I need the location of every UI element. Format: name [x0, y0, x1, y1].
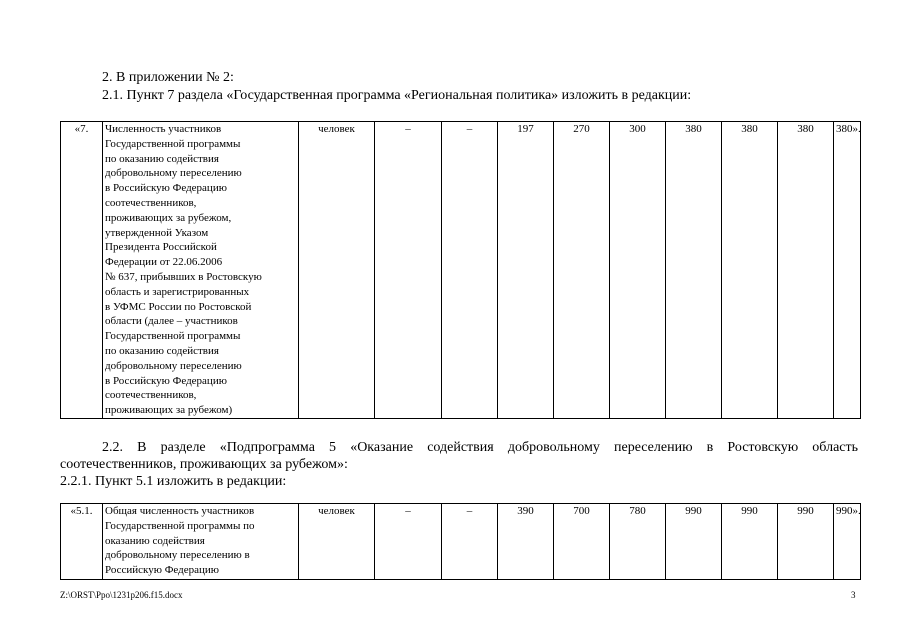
table-row [61, 504, 861, 580]
page-number: 3 [851, 590, 856, 600]
indicator-name: Общая численность участников Государственной программы по оказанию содействия добровольному переселению в Российскую Федерацию [103, 504, 299, 580]
indicator-name: Численность участников Государственной программы по оказанию содействия добровольному переселению в Российскую Федерацию соотечественников, проживающих за рубежом, утвержденной Указом Президента Российской Федерации от 22.06.2006 № 637, прибывших в Ростовскую область и зарегистрированных в УФМС России по Ростовской области (далее – участников Государственной программы по оказанию содействия добровольному переселению в Российскую Федерацию соотечественников, проживающих за рубежом) [103, 122, 299, 419]
paragraph-text: 2.2. В разделе «Подпрограмма 5 «Оказание содействия добровольному переселению в Ростовскую область соотечественников, проживающих за рубежом»: [60, 440, 858, 472]
table-item-7 [60, 121, 861, 419]
value-cell: 380». [834, 122, 861, 419]
section-heading: 2. В приложении № 2: [102, 70, 234, 85]
table-item-5-1 [60, 503, 861, 580]
value-cell: 270 [554, 122, 610, 419]
paragraph-2-2-1: 2.2.1. Пункт 5.1 изложить в редакции: [60, 474, 287, 489]
value-cell: 380 [778, 122, 834, 419]
value-cell: 380 [722, 122, 778, 419]
value-cell: 780 [610, 504, 666, 580]
value-cell: 990 [778, 504, 834, 580]
unit-cell: человек [299, 504, 375, 580]
unit-cell: человек [299, 122, 375, 419]
value-cell: – [442, 504, 498, 580]
paragraph-2-2 [60, 439, 858, 490]
value-cell: 197 [498, 122, 554, 419]
value-cell: 700 [554, 504, 610, 580]
value-cell: – [375, 122, 442, 419]
value-cell: 380 [666, 122, 722, 419]
value-cell: – [375, 504, 442, 580]
row-number: «5.1. [61, 504, 103, 580]
value-cell: – [442, 122, 498, 419]
value-cell: 990 [722, 504, 778, 580]
footer-file-path: Z:\ORST\Ppo\1231p206.f15.docx [60, 590, 183, 600]
value-cell: 990». [834, 504, 861, 580]
table-row [61, 122, 861, 419]
value-cell: 390 [498, 504, 554, 580]
row-number: «7. [61, 122, 103, 419]
value-cell: 300 [610, 122, 666, 419]
subsection-heading: 2.1. Пункт 7 раздела «Государственная программа «Региональная политика» изложить в редакции: [102, 88, 692, 103]
value-cell: 990 [666, 504, 722, 580]
